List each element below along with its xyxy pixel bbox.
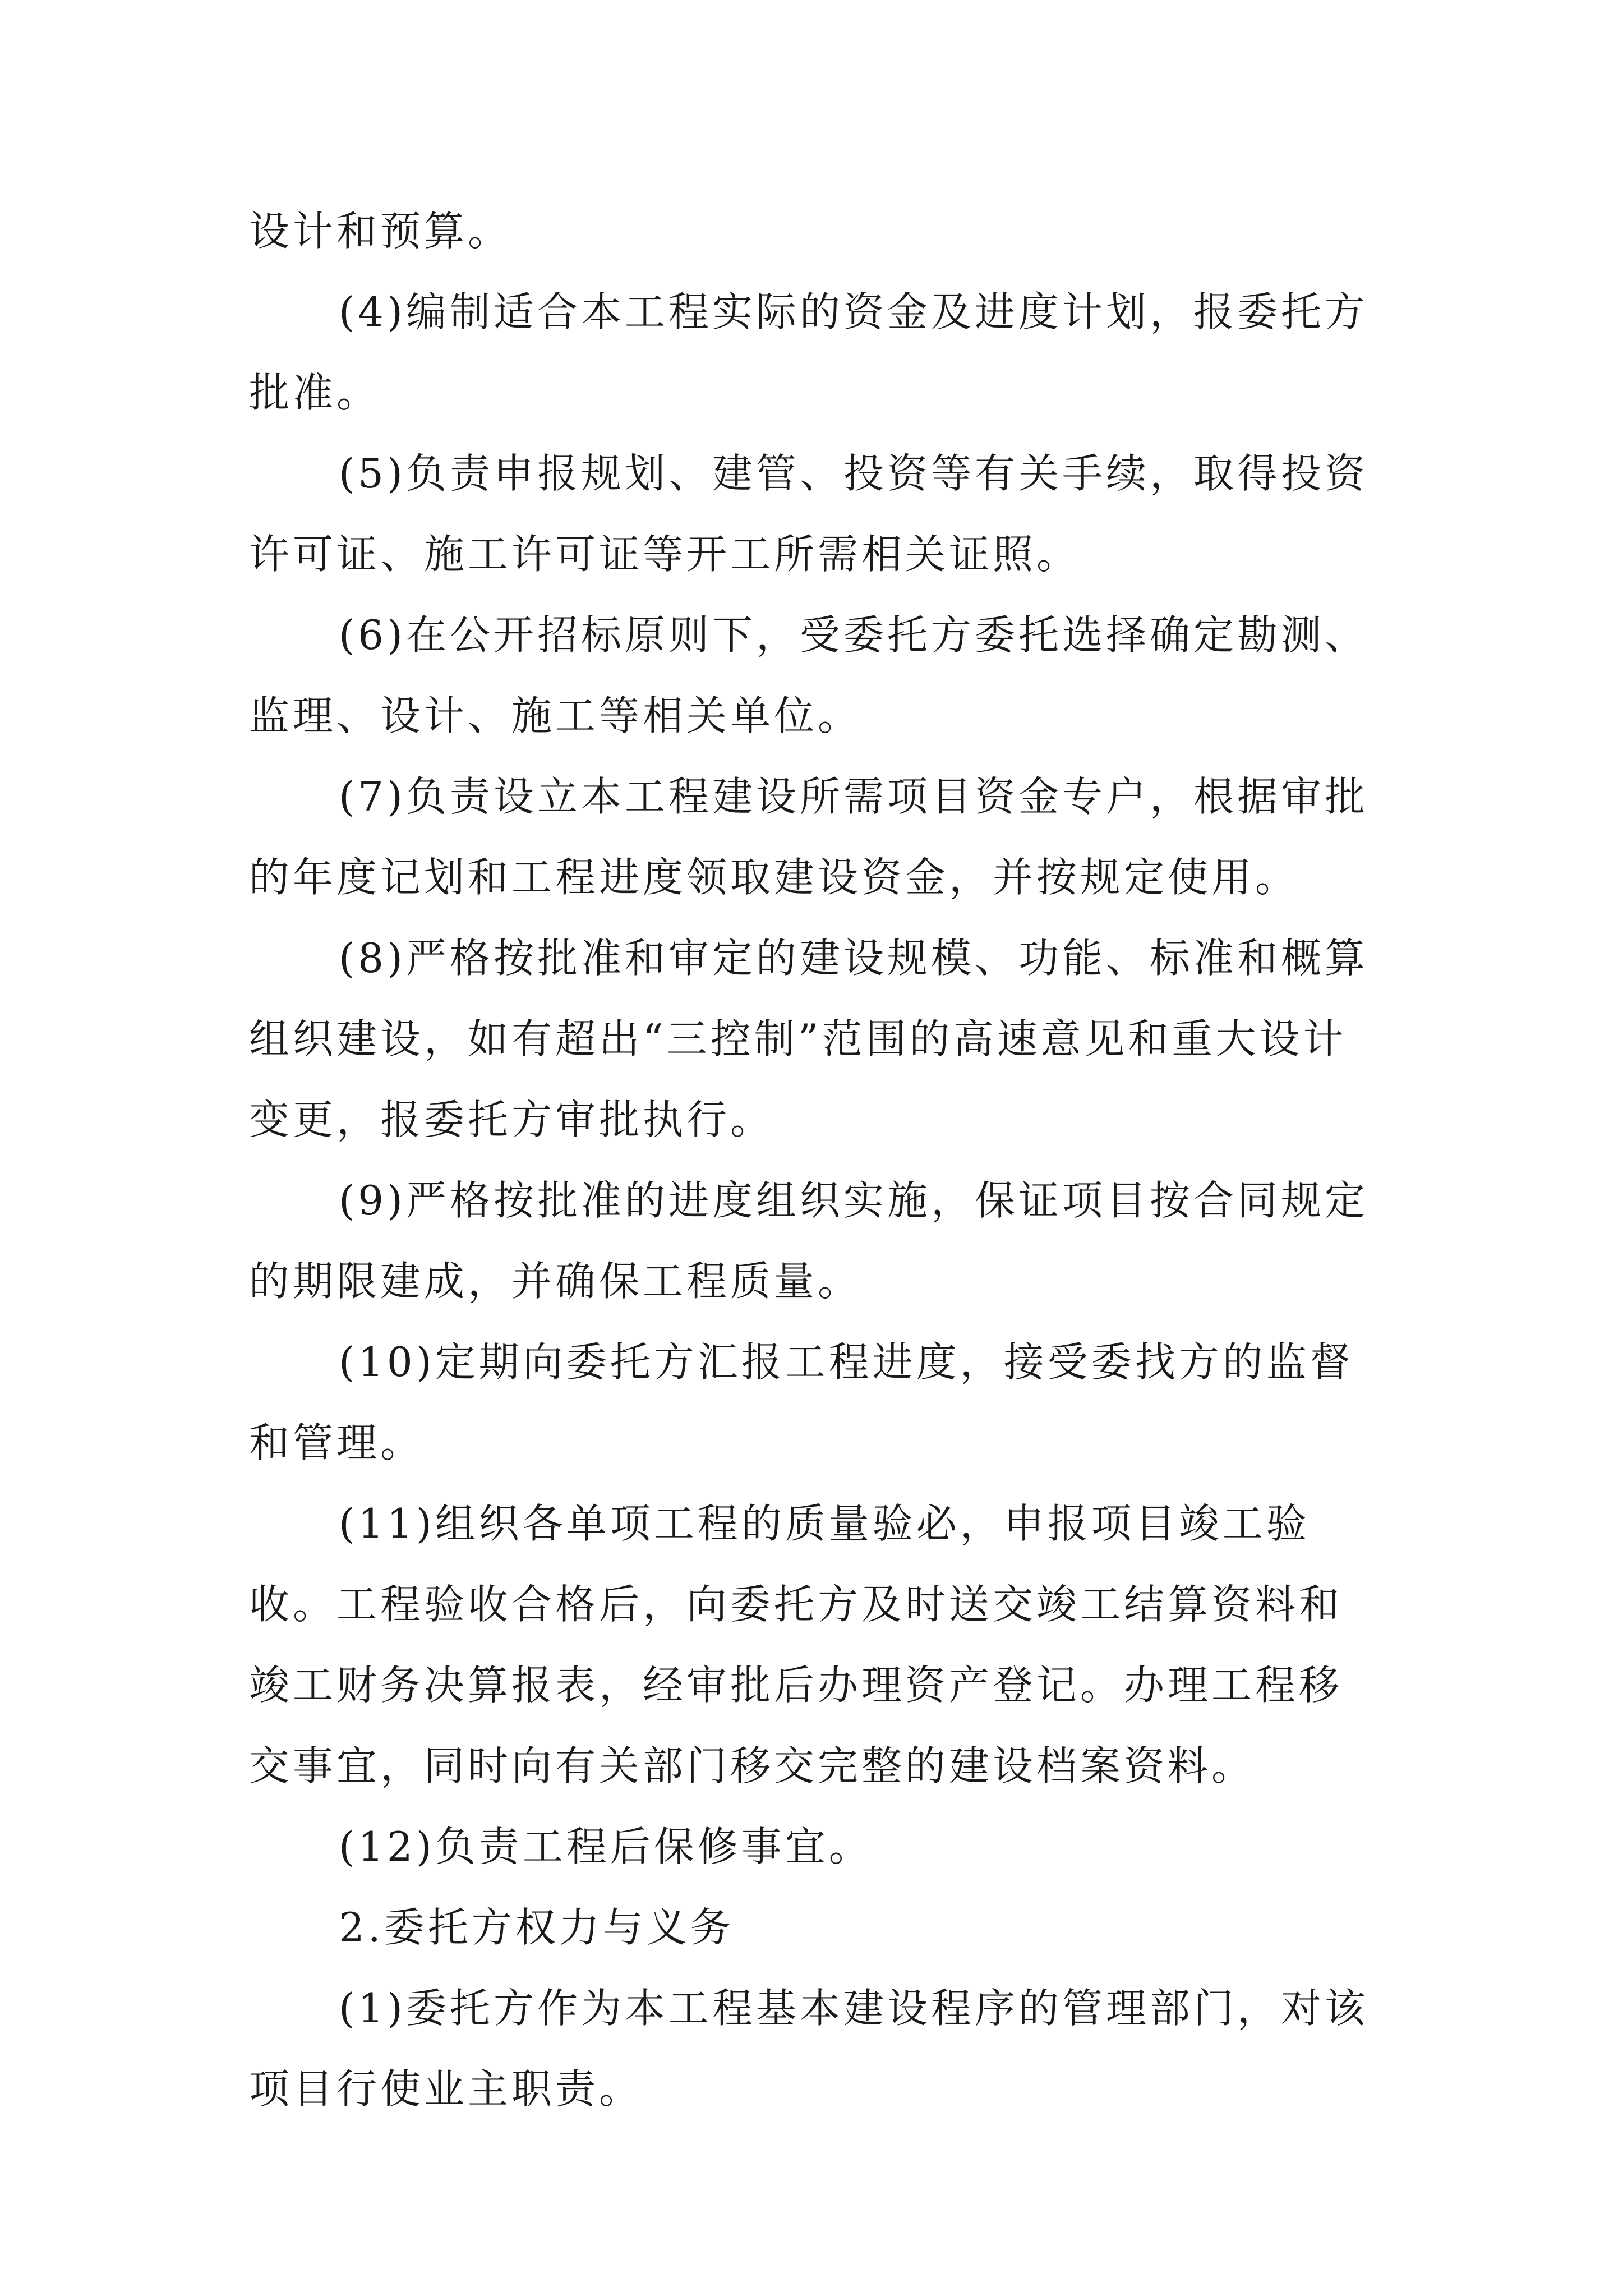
paragraph-item-6: (6)在公开招标原则下，受委托方委托选择确定勘测、监理、设计、施工等相关单位。 bbox=[249, 611, 1368, 739]
paragraph-item-12: (12)负责工程后保修事宜。 bbox=[339, 1823, 873, 1870]
paragraph-continuation: 设计和预算。 bbox=[249, 208, 512, 255]
paragraph-item-7: (7)负责设立本工程建设所需项目资金专户，根据审批的年度记划和工程进度领取建设资金，并按规定使用。 bbox=[249, 773, 1368, 901]
paragraph-item-9: (9)严格按批准的进度组织实施，保证项目按合同规定的期限建成，并确保工程质量。 bbox=[249, 1177, 1368, 1305]
section-heading: 2.委托方权力与义务 bbox=[339, 1904, 734, 1951]
paragraph-item-11: (11)组织各单项工程的质量验必，申报项目竣工验收。工程验收合格后，向委托方及时送交竣工结算资料和竣工财务决算报表，经审批后办理资产登记。办理工程移交事宜，同时向有关部门移交完整的建设档案资料。 bbox=[249, 1500, 1343, 1789]
paragraph-item-4: (4)编制适合本工程实际的资金及进度计划，报委托方批准。 bbox=[249, 288, 1368, 416]
paragraph-item-10: (10)定期向委托方汇报工程进度，接受委找方的监督和管理。 bbox=[249, 1338, 1354, 1466]
paragraph-section2-item-1: (1)委托方作为本工程基本建设程序的管理部门，对该项目行使业主职责。 bbox=[249, 1985, 1368, 2113]
paragraph-item-5: (5)负责申报规划、建管、投资等有关手续，取得投资许可证、施工许可证等开工所需相关证照。 bbox=[249, 450, 1368, 578]
paragraph-item-8: (8)严格按批准和审定的建设规模、功能、标准和概算组织建设，如有超出“三控制”范围的高速意见和重大设计变更，报委托方审批执行。 bbox=[249, 935, 1368, 1143]
document-body bbox=[249, 191, 1382, 2129]
